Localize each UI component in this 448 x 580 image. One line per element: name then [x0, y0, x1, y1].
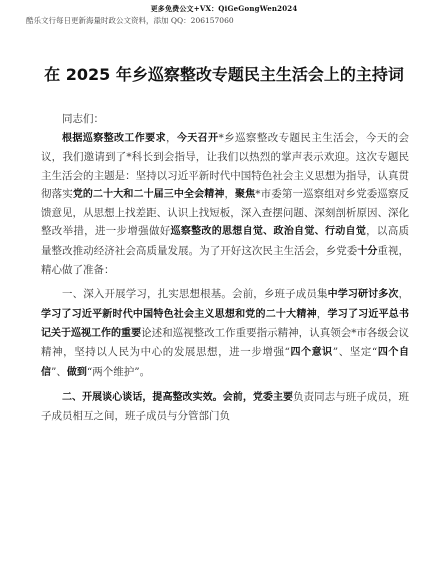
text-segment: ， [316, 307, 328, 320]
text-segment: 四个意识 [289, 347, 333, 359]
text-segment: 聚焦 [235, 188, 256, 200]
paragraph [41, 129, 409, 279]
text-segment: 做到 [66, 366, 87, 378]
text-segment: 根据巡察整改工作要求 [62, 133, 166, 144]
text-segment: 一、深入开展学习，扎实思想根基。会前，乡班子成员集 [62, 288, 328, 301]
text-segment: 巡察整改的思想自觉、政治自觉、行动自觉 [170, 226, 367, 238]
text-segment: ，以高质量整改推动经济社会高质量发展。为了开好这次民主生活会，乡党委 [41, 225, 410, 257]
text-segment: 负责同志与班子成员，班子成员相互之间，班子成员与分管部门负 [41, 390, 410, 423]
text-segment: 重视，精心做了准备： [41, 244, 410, 277]
source-subline: 酷乐文行每日更新海量时政公文资料，添加 QQ：206157060 [26, 16, 234, 25]
text-segment: 四个自信 [41, 347, 409, 378]
text-segment: ， [224, 187, 236, 200]
text-segment: 十分 [357, 245, 378, 257]
text-segment: 二、开展谈心谈话，提高整改实效。会前，党委主要 [62, 391, 294, 403]
greeting: 同志们： [62, 113, 104, 125]
document-body [41, 129, 409, 431]
text-segment: ， [165, 132, 177, 144]
text-segment: 今天召开 [176, 133, 219, 144]
paragraph [41, 285, 409, 381]
document-title: 在 2025 年乡巡察整改专题民主生活会上的主持词 [44, 65, 404, 84]
promo-banner: 更多免费公文+VX：QiGeGongWen2024 [150, 4, 298, 13]
text-segment: 学习了习近平总书记关于巡视工作的重要 [41, 308, 410, 339]
text-segment: 党的二十大和二十届三中全会精神 [72, 188, 225, 200]
text-segment: ”、坚定“ [332, 346, 378, 359]
text-segment: ”、 [51, 365, 67, 378]
text-segment: *市委第一巡察组对乡党委巡察反馈意见，从思想上找差距、认识上找短板，深入查摆问题、深刻剖析原因、深化整改举措，进一步增强做好 [41, 187, 410, 238]
text-segment: 中学习研讨多次 [327, 289, 399, 301]
text-segment: 学习了习近平新时代中国特色社会主义思想和党的二十大精神 [41, 308, 317, 320]
text-segment: ， [398, 288, 409, 301]
paragraph [41, 388, 409, 426]
text-segment: “两个维护”。 [86, 365, 151, 378]
text-segment: 论述和巡视整改工作重要指示精神，认真领会*市各级会议精神，坚持以人民为中心的发展思想，进一步增强“ [41, 326, 410, 359]
text-segment: *乡巡察整改专题民主生活会，今天的会议，我们邀请到了*科长到会指导，让我们以热烈的掌声表示欢迎。这次专题民主生活会的主题是：坚持以习近平新时代中国特色社会主义思想为指导，认真贯彻落实 [41, 132, 410, 200]
